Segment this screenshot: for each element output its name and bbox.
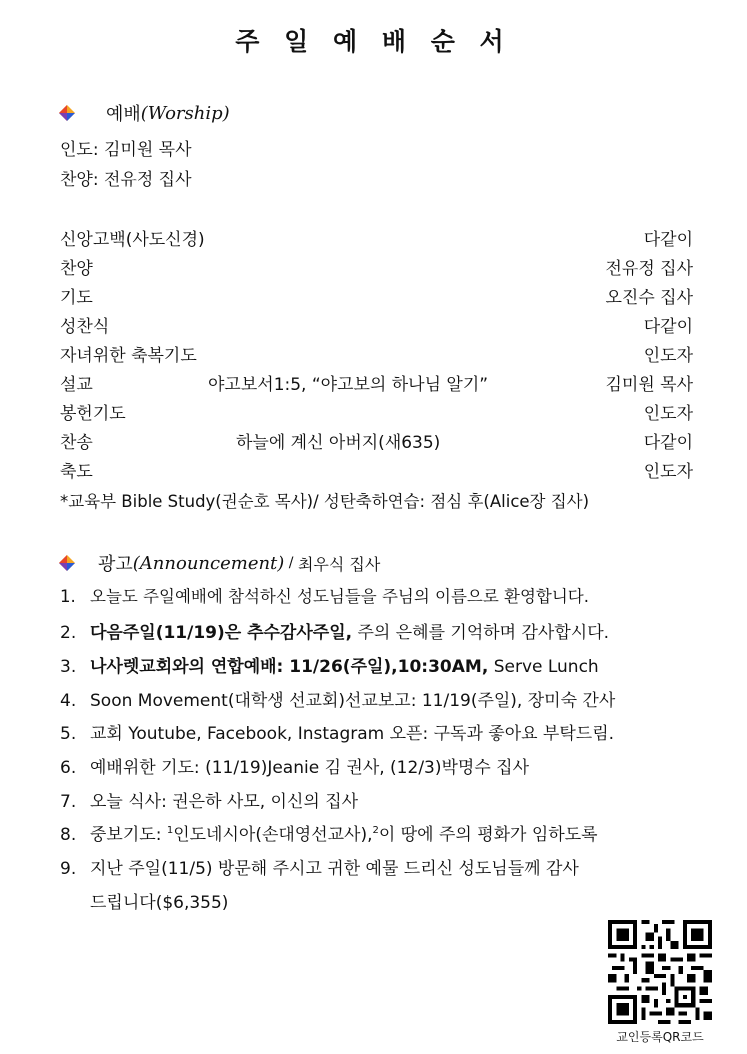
announcement-item bbox=[60, 652, 599, 677]
announcement-item bbox=[60, 686, 615, 711]
item-prefix: 중보기도: bbox=[90, 825, 167, 845]
page-title: 주 일 예 배 순 서 bbox=[235, 27, 512, 56]
order-person: 인도자 bbox=[643, 346, 693, 366]
worship-heading-en: (Worship) bbox=[140, 102, 230, 124]
item-text: 지난 주일(11/5) 방문해 주시고 귀한 예물 드리신 성도님들께 감사 bbox=[90, 859, 579, 879]
item-number: 4. bbox=[60, 691, 77, 711]
order-name: 찬송 bbox=[60, 433, 93, 453]
announcement-item bbox=[60, 820, 598, 845]
order-person: 인도자 bbox=[643, 404, 693, 424]
order-row bbox=[60, 341, 693, 367]
order-row bbox=[60, 254, 693, 280]
superscript-2: 2 bbox=[372, 825, 379, 836]
order-row bbox=[60, 283, 693, 309]
order-name: 성찬식 bbox=[60, 317, 110, 337]
item-part1: 인도네시아(손대영선교사), bbox=[173, 825, 373, 845]
item-bold-text: 다음주일(11/19)은 추수감사주일, bbox=[90, 623, 353, 643]
announcement-heading-ko: 광고 bbox=[98, 554, 133, 575]
item-text: 오늘도 주일예배에 참석하신 성도님들을 주님의 이름으로 환영합니다. bbox=[90, 587, 589, 606]
item-bold-text: 나사렛교회와의 연합예배: 11/26(주일),10:30AM, bbox=[90, 657, 489, 677]
order-name: 찬양 bbox=[60, 259, 93, 279]
announcement-heading bbox=[58, 550, 380, 576]
item-number: 1. bbox=[60, 587, 76, 606]
order-row bbox=[60, 370, 693, 396]
item-text: 교회 Youtube, Facebook, Instagram 오픈: 구독과 좋아요 부탁드림. bbox=[90, 724, 615, 744]
worship-heading-ko: 예배 bbox=[106, 104, 141, 125]
order-detail: 하늘에 계신 아버지(새635) bbox=[236, 433, 441, 453]
order-row bbox=[60, 457, 693, 483]
item-number: 2. bbox=[60, 623, 77, 643]
item-number: 6. bbox=[60, 758, 77, 778]
order-person: 오진수 집사 bbox=[605, 288, 693, 308]
order-person: 다같이 bbox=[643, 433, 693, 453]
order-person: 인도자 bbox=[643, 462, 693, 482]
announcement-item bbox=[60, 753, 529, 778]
announcement-presenter: 최우식 집사 bbox=[297, 554, 381, 574]
announcement-item bbox=[60, 583, 589, 607]
announcement-item bbox=[60, 618, 609, 643]
item-number: 7. bbox=[60, 792, 77, 812]
item-text: 주의 은혜를 기억하며 감사합시다. bbox=[352, 623, 610, 643]
announcement-item-continued: 드립니다($6,355) bbox=[90, 893, 229, 913]
item-number: 9. bbox=[60, 859, 77, 879]
order-name: 기도 bbox=[60, 288, 93, 308]
worship-heading bbox=[58, 100, 230, 126]
diamond-bullet-icon bbox=[58, 104, 76, 122]
announcement-item bbox=[60, 787, 358, 812]
qr-code[interactable] bbox=[608, 920, 712, 1024]
order-person: 김미원 목사 bbox=[605, 375, 693, 395]
announcement-item bbox=[60, 854, 579, 879]
heading-separator: / bbox=[284, 555, 298, 571]
order-name: 신앙고백(사도신경) bbox=[60, 230, 205, 250]
item-number: 5. bbox=[60, 724, 77, 744]
order-person: 다같이 bbox=[643, 317, 693, 337]
order-name: 축도 bbox=[60, 462, 93, 482]
item-number: 3. bbox=[60, 657, 77, 677]
worship-leader: 인도: 김미원 목사 bbox=[60, 140, 192, 160]
education-note: *교육부 Bible Study(권순호 목사)/ 성탄축하연습: 점심 후(Alice장 집사) bbox=[60, 492, 590, 511]
item-text: 오늘 식사: 권은하 사모, 이신의 집사 bbox=[90, 792, 359, 812]
order-person: 다같이 bbox=[643, 230, 693, 250]
order-name: 봉헌기도 bbox=[60, 404, 126, 424]
qr-label: 교인등록QR코드 bbox=[616, 1030, 704, 1044]
order-row bbox=[60, 225, 693, 251]
order-row bbox=[60, 428, 693, 454]
order-row bbox=[60, 312, 693, 338]
worship-praise-leader: 찬양: 전유정 집사 bbox=[60, 170, 192, 190]
superscript-1: 1 bbox=[166, 825, 174, 836]
order-detail: 야고보서1:5, “야고보의 하나님 알기” bbox=[208, 375, 489, 395]
item-text: Soon Movement(대학생 선교회)선교보고: 11/19(주일), 장미숙 간사 bbox=[90, 691, 616, 711]
announcement-item bbox=[60, 719, 614, 744]
item-part2: 이 땅에 주의 평화가 임하도록 bbox=[378, 825, 598, 845]
item-text: Serve Lunch bbox=[488, 657, 599, 677]
item-number: 8. bbox=[60, 825, 77, 845]
order-name: 자녀위한 축복기도 bbox=[60, 346, 197, 366]
order-name: 설교 bbox=[60, 375, 93, 395]
diamond-bullet-icon bbox=[58, 554, 76, 572]
announcement-heading-en: (Announcement) bbox=[132, 552, 285, 574]
item-text: 예배위한 기도: (11/19)Jeanie 김 권사, (12/3)박명수 집사 bbox=[90, 758, 530, 778]
order-person: 전유정 집사 bbox=[605, 259, 693, 279]
order-row bbox=[60, 399, 693, 425]
